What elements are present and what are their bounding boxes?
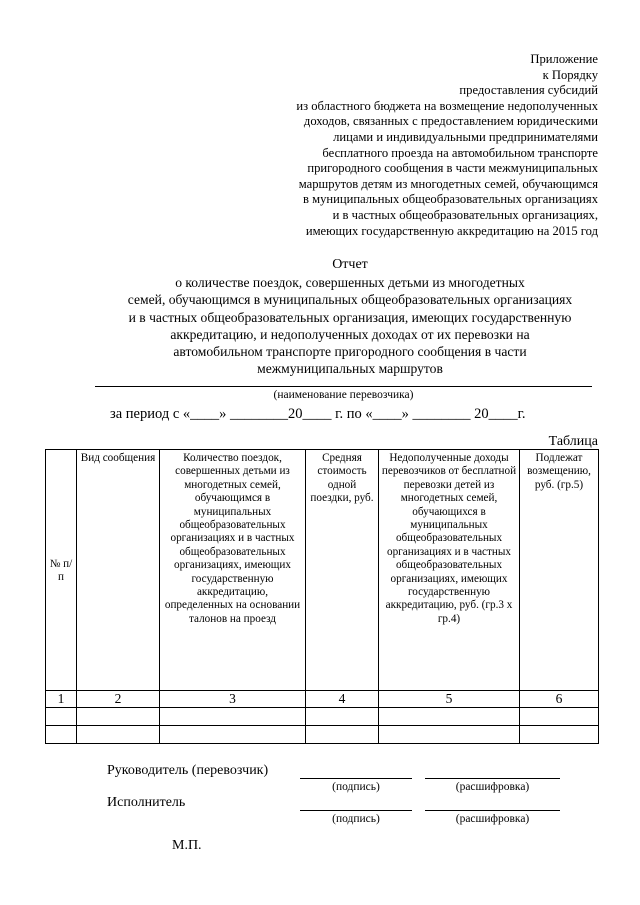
- table-cell[interactable]: [379, 708, 520, 726]
- report-subtitle-line: о количестве поездок, совершенных детьми из многодетных: [175, 275, 525, 291]
- table-cell[interactable]: [77, 708, 160, 726]
- table-cell[interactable]: [306, 708, 379, 726]
- header-cell-reimbursement: Подлежат возмещению, руб. (гр.5): [520, 450, 599, 691]
- appendix-line: из областного бюджета на возмещение недополученных: [296, 98, 598, 113]
- report-title-block: [60, 256, 640, 377]
- table-cell[interactable]: [306, 726, 379, 744]
- table-cell[interactable]: [160, 708, 306, 726]
- table-label: Таблица: [548, 434, 598, 449]
- head-signature-caption: (подпись): [332, 781, 380, 793]
- header-cell-number: № п/п: [46, 450, 77, 691]
- table-cell[interactable]: [160, 726, 306, 744]
- executor-signature-line[interactable]: [300, 810, 412, 811]
- table-cell[interactable]: [46, 726, 77, 744]
- header-cell-lost-income: Недополученные доходы перевозчиков от бесплатной перевозки детей из многодетных семей, обучающихся в муниципальных общеобразовательных организациях и в частных общеобразовательных организациях, имеющих государственную аккредитацию, руб. (гр.3 х гр.4): [379, 450, 520, 691]
- appendix-line: в муниципальных общеобразовательных организациях: [303, 192, 598, 207]
- table-cell[interactable]: [520, 726, 599, 744]
- report-period: за период с «____» ________20____ г. по «____» ________ 20____г.: [110, 406, 526, 422]
- executor-decoding-caption: (расшифровка): [455, 813, 530, 825]
- header-cell-avg-cost: Средняя стоимость одной поездки, руб.: [306, 450, 379, 691]
- head-signature-line[interactable]: [300, 778, 412, 779]
- carrier-name-caption: (наименование перевозчика): [273, 389, 414, 401]
- column-number: 2: [77, 691, 160, 708]
- appendix-line: маршрутов детям из многодетных семей, обучающимся: [298, 176, 598, 191]
- table-cell[interactable]: [520, 708, 599, 726]
- table-cell[interactable]: [379, 726, 520, 744]
- column-number-row: [46, 691, 599, 708]
- head-signature-label: Руководитель (перевозчик): [107, 763, 269, 778]
- column-number: 3: [160, 691, 306, 708]
- header-cell-route-type: Вид сообщения: [77, 450, 160, 691]
- executor-signature-caption: (подпись): [332, 813, 380, 825]
- appendix-line: доходов, связанных с предоставлением юридическими: [303, 114, 598, 129]
- table-header-row: [46, 450, 599, 691]
- table-cell[interactable]: [46, 708, 77, 726]
- table-row: [46, 708, 599, 726]
- appendix-header: [238, 52, 598, 239]
- header-cell-trips-count: Количество поездок, совершенных детьми из многодетных семей, обучающимся в муниципальных общеобразовательных организациях и в частных общеобразовательных организациях, имеющих государственную аккредитацию, определенных на основании талонов на проезд: [160, 450, 306, 691]
- appendix-line: к Порядку: [542, 67, 598, 82]
- appendix-line: пригородного сообщения в части межмуниципальных: [307, 161, 598, 176]
- report-subtitle-line: автомобильном транспорте пригородного сообщения в части: [173, 344, 527, 360]
- table-row: [46, 726, 599, 744]
- appendix-line: Приложение: [530, 52, 598, 66]
- column-number: 5: [379, 691, 520, 708]
- report-table: [45, 449, 599, 744]
- report-subtitle-line: и в частных общеобразовательных организация, имеющих государственную: [128, 309, 572, 325]
- carrier-name-line[interactable]: [95, 386, 592, 387]
- column-number: 1: [46, 691, 77, 708]
- stamp-place-label: М.П.: [172, 838, 202, 853]
- appendix-line: бесплатного проезда на автомобильном транспорте: [322, 145, 598, 160]
- report-subtitle-line: семей, обучающимся в муниципальных общеобразовательных организациях: [127, 292, 573, 308]
- report-subtitle-line: межмуниципальных маршрутов: [257, 361, 443, 377]
- table-cell[interactable]: [77, 726, 160, 744]
- appendix-line: и в частных общеобразовательных организациях,: [332, 207, 598, 222]
- executor-signature-label: Исполнитель: [107, 795, 186, 810]
- head-decoding-caption: (расшифровка): [455, 781, 530, 793]
- head-decoding-line[interactable]: [425, 778, 560, 779]
- report-subtitle-line: аккредитацию, и недополученных доходах от их перевозки на: [170, 326, 530, 342]
- column-number: 6: [520, 691, 599, 708]
- appendix-line: предоставления субсидий: [459, 83, 598, 98]
- appendix-line: лицами и индивидуальными предпринимателями: [333, 129, 598, 144]
- executor-decoding-line[interactable]: [425, 810, 560, 811]
- appendix-line: имеющих государственную аккредитацию на 2015 год: [305, 223, 598, 238]
- column-number: 4: [306, 691, 379, 708]
- report-heading: Отчет: [332, 257, 368, 272]
